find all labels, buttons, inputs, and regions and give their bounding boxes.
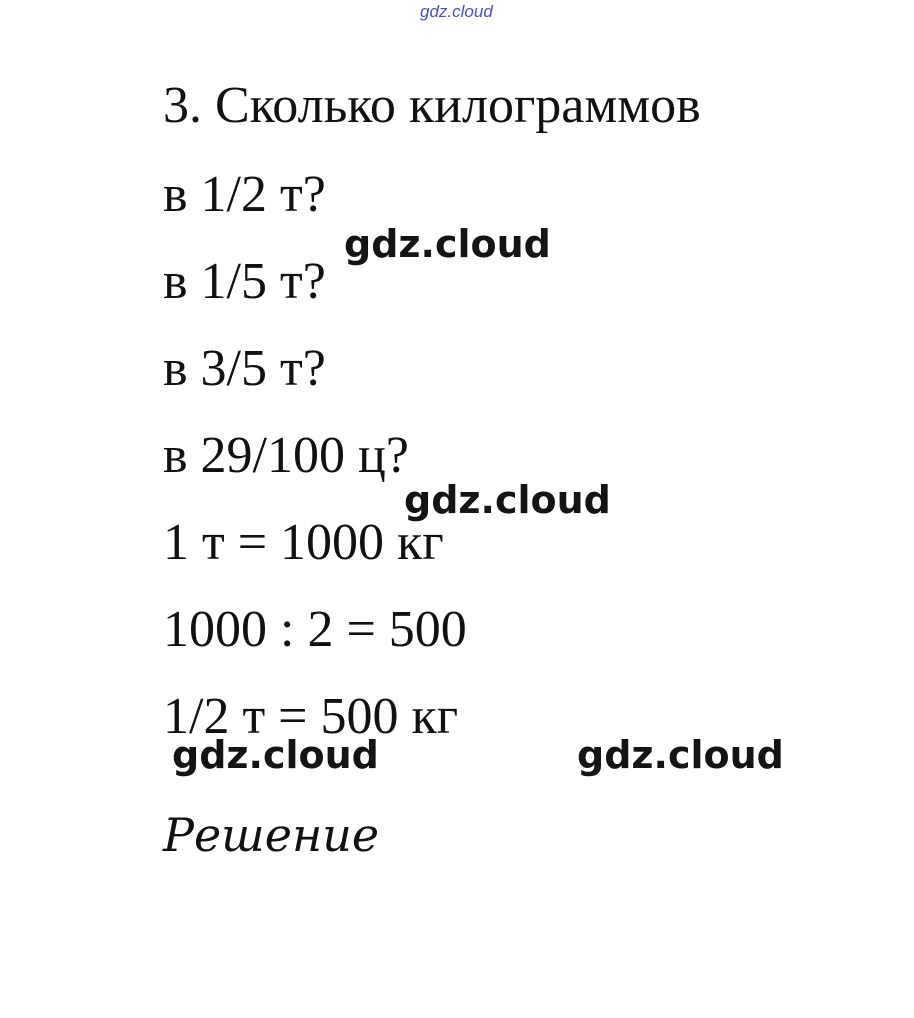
solution-heading: Решение xyxy=(163,808,380,862)
question-line: в 1/5 т? xyxy=(163,253,326,310)
task-title: 3. Сколько килограммов xyxy=(163,77,701,134)
question-line: в 29/100 ц? xyxy=(163,427,409,484)
watermark: gdz.cloud xyxy=(172,733,379,777)
watermark: gdz.cloud xyxy=(404,478,611,522)
watermark: gdz.cloud xyxy=(577,733,784,777)
question-line: в 3/5 т? xyxy=(163,340,326,397)
solution-line: 1000 : 2 = 500 xyxy=(163,601,467,658)
solution-line: 1 т = 1000 кг xyxy=(163,514,444,571)
solution-line: 1/2 т = 500 кг xyxy=(163,688,459,745)
watermark: gdz.cloud xyxy=(344,222,551,266)
question-line: в 1/2 т? xyxy=(163,166,326,223)
site-watermark-header: gdz.cloud xyxy=(420,2,493,21)
